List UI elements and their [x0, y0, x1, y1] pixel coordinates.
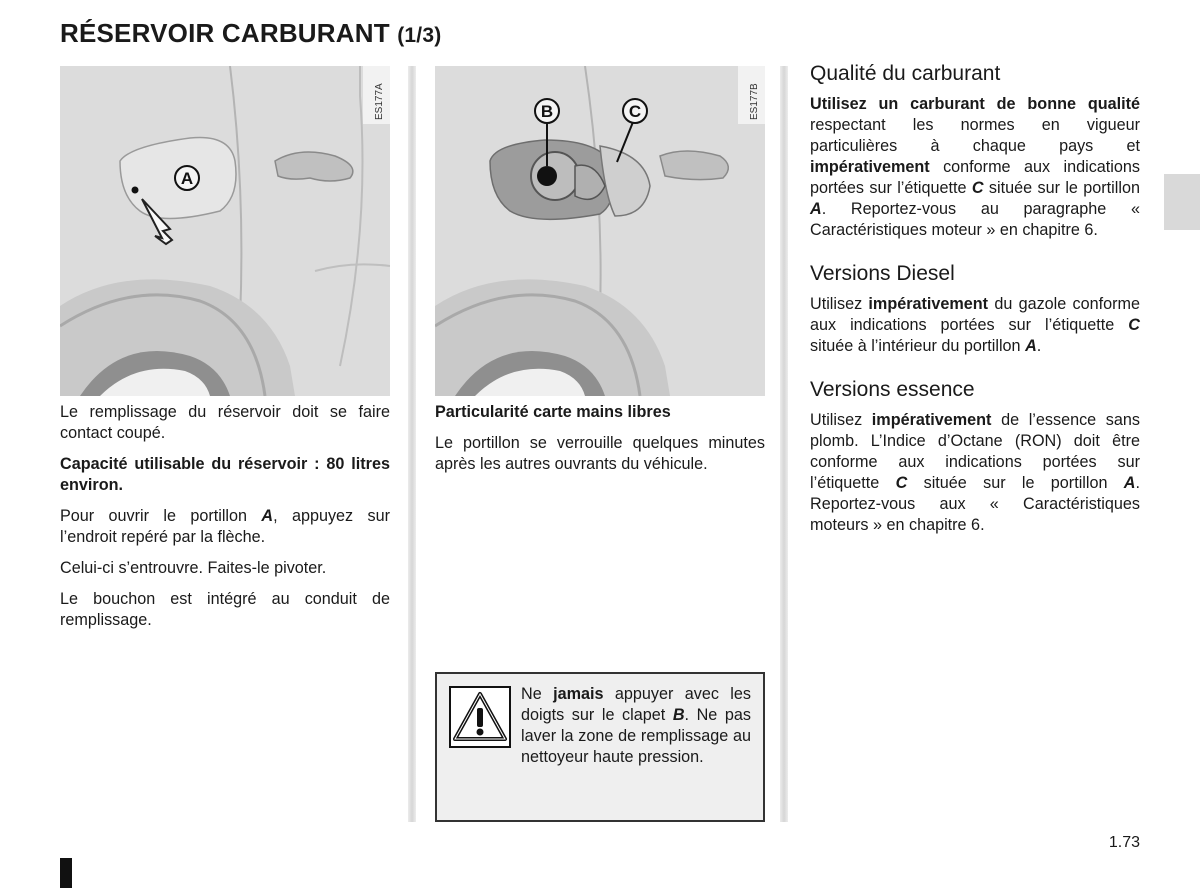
fuel-quality-text: Utilisez un carburant de bonne qualité respectant les normes en vigueur particulières à chaque pays et impérativement conforme aux indications portées sur l’étiquette C située sur le portillon A. Reportez-vous au paragraphe « Caractéristiques moteur » en chapitre 6.: [810, 95, 1140, 239]
paragraph-ignition-off: Le remplissage du réservoir doit se faire contact coupé.: [60, 403, 390, 442]
bottom-marker: [60, 858, 72, 888]
page-title: [60, 18, 441, 49]
petrol-heading: Versions essence: [810, 378, 975, 401]
warning-triangle-icon: [449, 686, 511, 748]
diesel-text: Utilisez impérativement du gazole conforme aux indications portées sur l’étiquette C située à l’intérieur du portillon A.: [810, 295, 1140, 355]
paragraph-open-flap: Pour ouvrir le portillon A, appuyez sur l’endroit repéré par la flèche.: [60, 507, 390, 546]
petrol-text: Utilisez impérativement de l’essence sans plomb. L’Indice d’Octane (RON) doit être conforme aux indications portées sur l’étiquette C située sur le portillon A. Reportez-vous aux « Caractéristiques moteurs » en chapitre 6.: [810, 411, 1140, 534]
fuel-quality-heading: Qualité du carburant: [810, 62, 1001, 85]
chapter-tab: [1164, 174, 1200, 230]
handsfree-heading: Particularité carte mains libres: [435, 403, 671, 421]
paragraph-tank-capacity: Capacité utilisable du réservoir : 80 litres environ.: [60, 455, 390, 494]
label-a: A: [180, 169, 194, 188]
label-c: C: [628, 102, 642, 121]
page-number: 1.73: [1108, 834, 1140, 851]
paragraph-flap-locking: Le portillon se verrouille quelques minutes après les autres ouvrants du véhicule.: [435, 434, 765, 473]
label-b: B: [540, 102, 554, 121]
fuel-flap-illustration: [60, 66, 390, 396]
diesel-section: [810, 260, 1140, 357]
right-column: [810, 60, 1140, 555]
warning-box: Ne jamais appuyer avec les doigts sur le clapet B. Ne pas laver la zone de remplissage au nettoyeur haute pression.: [435, 672, 765, 822]
left-column-text: [60, 402, 390, 641]
paragraph-pivot: Celui-ci s’entrouvre. Faites-le pivoter.: [60, 559, 327, 577]
fuel-filler-illustration: [435, 66, 765, 396]
paragraph-cap: Le bouchon est intégré au conduit de remplissage.: [60, 590, 390, 629]
title-main: RÉSERVOIR CARBURANT: [60, 18, 390, 48]
fuel-quality-section: [810, 60, 1140, 241]
figure-code-middle: ES177B: [749, 83, 760, 120]
title-suffix: (1/3): [397, 24, 442, 47]
column-separator-left: [408, 66, 416, 822]
diesel-heading: Versions Diesel: [810, 262, 955, 285]
column-separator-right: [780, 66, 788, 822]
petrol-section: [810, 376, 1140, 536]
figure-code-left: ES177A: [374, 83, 385, 120]
middle-column-text: [435, 402, 765, 485]
